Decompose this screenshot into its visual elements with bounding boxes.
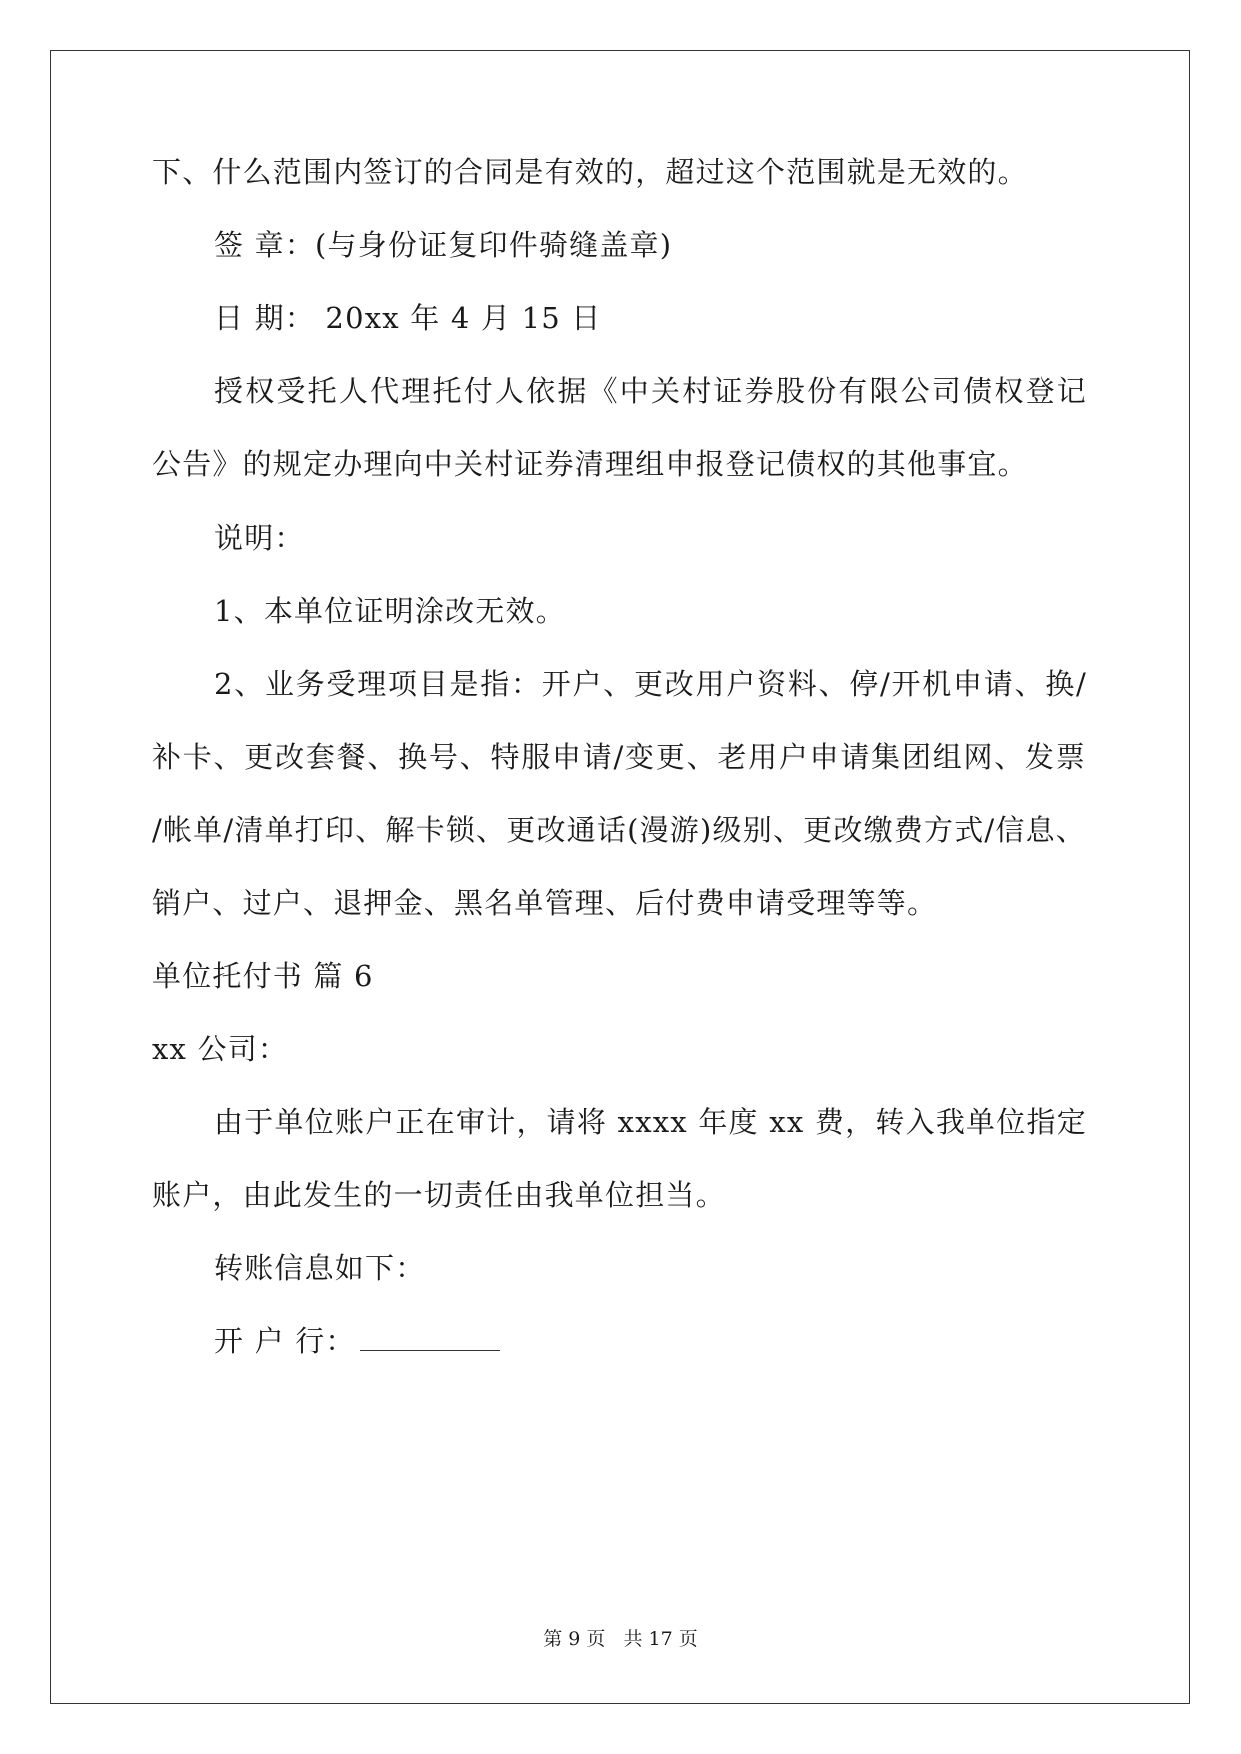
bank-field-blank [360, 1326, 500, 1351]
list-item-continuation: 销户、过户、退押金、黑名单管理、后付费申请受理等等。 [152, 886, 938, 920]
paragraph-line: 账户，由此发生的一切责任由我单位担当。 [152, 1178, 726, 1212]
section-title: 单位托付书 篇 6 [152, 959, 374, 993]
section-heading: 说明： [214, 521, 305, 555]
list-item: 1、本单位证明涂改无效。 [214, 594, 566, 628]
list-item-continuation: /帐单/清单打印、解卡锁、更改通话(漫游)级别、更改缴费方式/信息、 [152, 813, 1086, 847]
list-item-continuation: 补卡、更改套餐、换号、特服申请/变更、老用户申请集团组网、发票 [152, 740, 1086, 774]
signature-line: 签 章：(与身份证复印件骑缝盖章) [214, 228, 673, 262]
date-line: 日 期： 20xx 年 4 月 15 日 [214, 301, 602, 335]
paragraph-line: 转账信息如下： [214, 1251, 426, 1285]
page-footer [0, 1624, 1241, 1651]
current-page: 第 9 页 [543, 1628, 606, 1650]
addressee: xx 公司： [152, 1032, 289, 1066]
bank-field [214, 1321, 500, 1361]
paragraph-line: 由于单位账户正在审计，请将 xxxx 年度 xx 费，转入我单位指定 [214, 1105, 1087, 1139]
total-pages: 共 17 页 [623, 1628, 698, 1650]
bank-field-label: 开 户 行： [214, 1324, 356, 1358]
paragraph-line: 授权受托人代理托付人依据《中关村证券股份有限公司债权登记 [214, 374, 1087, 408]
list-item: 2、业务受理项目是指：开户、更改用户资料、停/开机申请、换/ [214, 667, 1087, 701]
paragraph-line: 公告》的规定办理向中关村证券清理组申报登记债权的其他事宜。 [152, 447, 1028, 481]
paragraph-line: 下、什么范围内签订的合同是有效的，超过这个范围就是无效的。 [152, 155, 1028, 189]
